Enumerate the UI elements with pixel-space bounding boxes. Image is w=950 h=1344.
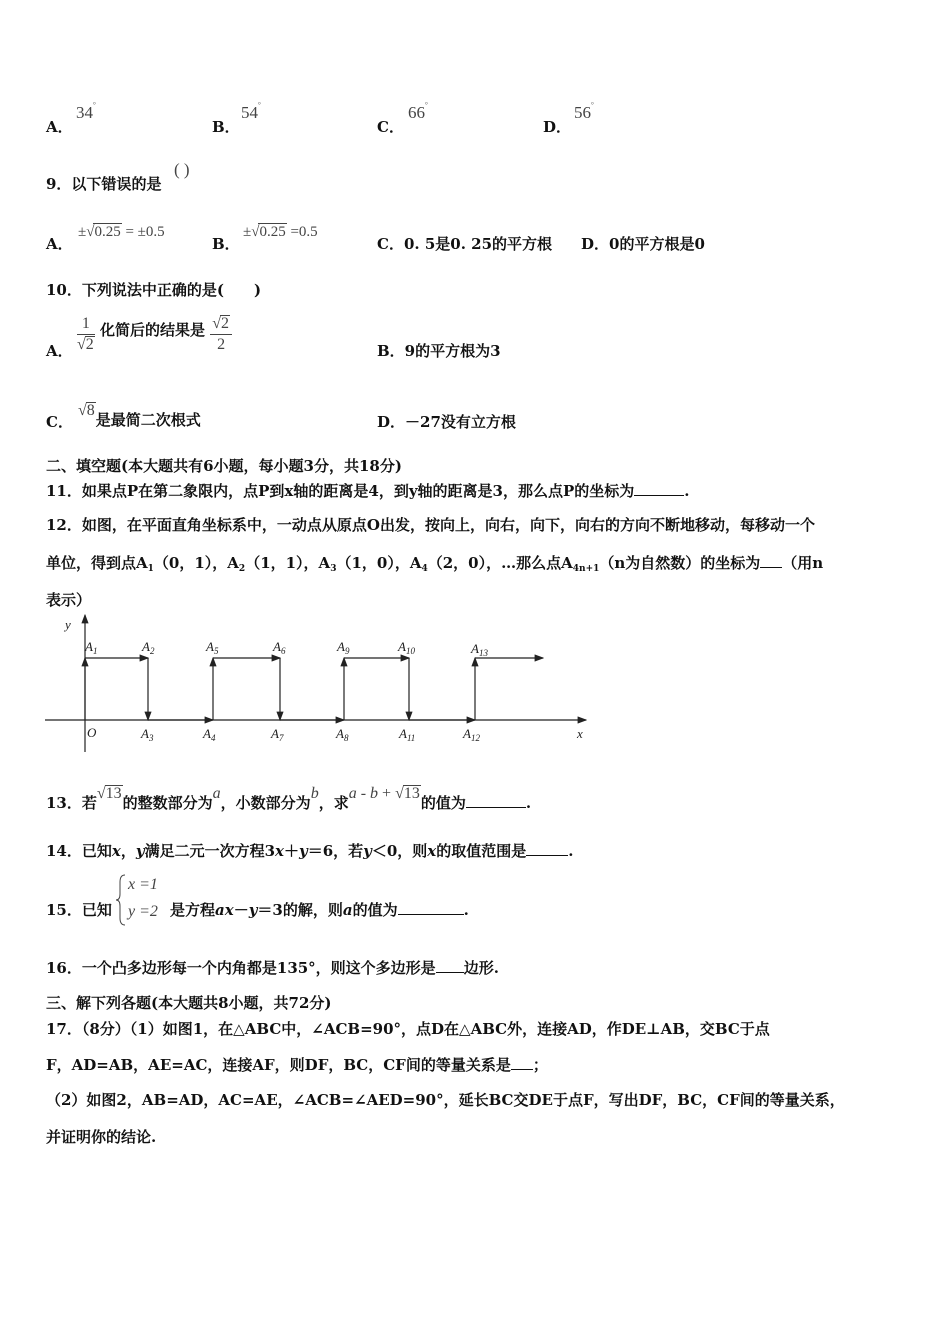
- q9-option-a: A．: [46, 235, 73, 253]
- y-axis-label: y: [65, 617, 71, 632]
- q8-option-b-value: 54°: [241, 101, 261, 122]
- q15-brace: [116, 874, 126, 926]
- q12-line3: 表示）: [46, 591, 92, 609]
- point-label-a4: $A_4$: [203, 726, 216, 743]
- q10-option-c: C．: [46, 413, 73, 431]
- point-label-a1: $A_1$: [85, 639, 98, 656]
- x-axis-label: x: [577, 726, 583, 741]
- point-label-a13: $A_{13}$: [471, 641, 488, 658]
- q15-prefix: 15．已知: [46, 901, 112, 919]
- origin-label: O: [87, 725, 97, 740]
- q16-text: 16．一个凸多边形每一个内角都是135°，则这个多边形是 边形.: [46, 959, 499, 977]
- point-label-a11: $A_{11}$: [399, 726, 416, 743]
- q9-option-c: C．0. 5是0. 25的平方根: [377, 235, 553, 253]
- q12-coordinate-figure: [40, 612, 600, 752]
- q8-option-d-value: 56°: [574, 101, 594, 122]
- q15-system-line2: y =2: [128, 903, 158, 920]
- point-label-a3: $A_3$: [141, 726, 154, 743]
- q17-line3: （2）如图2，AB=AD，AC=AE，∠ACB=∠AED=90°，延长BC交DE于点F，写出DF，BC，CF间的等量关系，: [46, 1091, 845, 1109]
- q12-line1: 12．如图，在平面直角坐标系中，一动点从原点O出发，按向上，向右，向下，向右的方向不断地移动，每移动一个: [46, 516, 815, 534]
- section-2-title: 二、填空题(本大题共有6小题，每小题3分，共18分): [46, 457, 402, 475]
- q9-option-a-math: ±√0.25 = ±0.5: [78, 224, 165, 240]
- point-label-a5: $A_5$: [206, 639, 219, 656]
- q14-text: 14．已知x，y满足二元一次方程3x＋y＝6，若y＜0，则x的取值范围是 .: [46, 842, 574, 860]
- q8-option-d: D．: [543, 118, 572, 136]
- q8-option-c: C．: [377, 118, 404, 136]
- point-label-a6: $A_6$: [273, 639, 286, 656]
- q9-option-b: B．: [212, 235, 240, 253]
- q10-stem: 10．下列说法中正确的是( ): [46, 281, 262, 299]
- point-label-a7: $A_7$: [271, 726, 284, 743]
- q17-line4: 并证明你的结论.: [46, 1128, 157, 1146]
- section-3-title: 三、解下列各题(本大题共8小题，共72分): [46, 994, 332, 1012]
- q13-text: 13．若√13的整数部分为a，小数部分为b，求a - b + √13的值为 .: [46, 785, 532, 812]
- q10-option-d: D．－27没有立方根: [377, 413, 516, 431]
- q10-option-a-expr: $\frac{1}{√2}$ 化简后的结果是 $\frac{√2}{2}$: [77, 314, 232, 355]
- q17-line2: F，AD=AB，AE=AC，连接AF，则DF，BC，CF间的等量关系是 ；: [46, 1056, 548, 1074]
- q8-option-a-value: 34°: [76, 101, 96, 122]
- q9-stem: 9．以下错误的是: [46, 175, 162, 193]
- q10-option-c-expr: √8是最简二次根式: [78, 402, 201, 429]
- q11-text: 11．如果点P在第二象限内，点P到x轴的距离是4，到y轴的距离是3，那么点P的坐标为 .: [46, 482, 690, 500]
- q10-option-b: B．9的平方根为3: [377, 342, 501, 360]
- q15-system-line1: x =1: [128, 876, 158, 893]
- q9-paren: ( ): [174, 160, 190, 179]
- q17-line1: 17．（8分）（1）如图1，在△ABC中，∠ACB=90°，点D在△ABC外，连接AD，作DE⊥AB，交BC于点: [46, 1020, 770, 1038]
- q15-text: 是方程ax－y＝3的解，则a的值为 .: [170, 901, 469, 919]
- q10-option-a: A．: [46, 342, 73, 360]
- point-label-a12: $A_{12}$: [463, 726, 480, 743]
- q9-option-b-math: ±√0.25 =0.5: [243, 224, 318, 240]
- point-label-a8: $A_8$: [336, 726, 349, 743]
- q8-option-c-value: 66°: [408, 101, 428, 122]
- q8-option-a: A．: [46, 118, 73, 136]
- point-label-a2: $A_2$: [142, 639, 155, 656]
- point-label-a10: $A_{10}$: [398, 639, 415, 656]
- q9-option-d: D．0的平方根是0: [581, 235, 705, 253]
- q8-option-b: B．: [212, 118, 240, 136]
- q12-line2: 单位，得到点$A_1(0$，1），$A_2(1$，1），$A_3(1$，0），$A_4(2$，0），…那么点$A_{4n+1}(n$为自然数）的坐标为 （用n: [46, 554, 824, 574]
- point-label-a9: $A_9$: [337, 639, 350, 656]
